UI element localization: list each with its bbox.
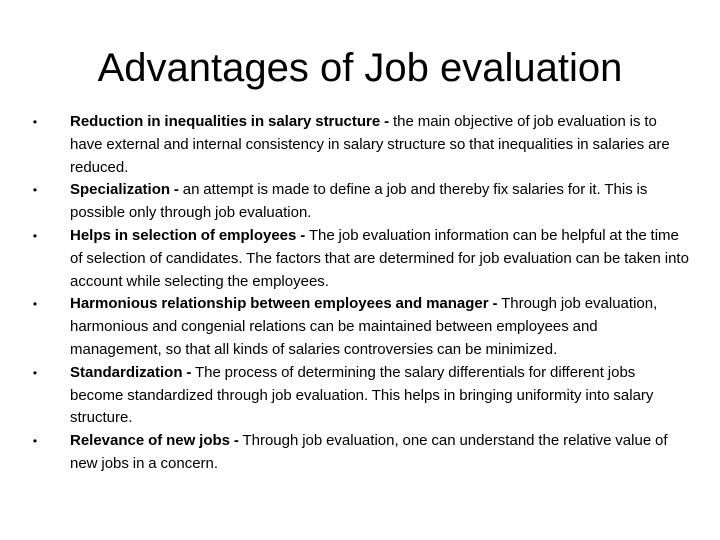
bullet-text: Through job evaluation, harmonious and congenial relations can be maintained between employees and management, so that all kinds of salaries controversies can be minimized. [70, 295, 658, 358]
bullet-term: Standardization - [70, 363, 192, 381]
bullet-term: Specialization - [70, 181, 179, 199]
bullet-list [30, 111, 690, 476]
slide-title: Advantages of Job evaluation [97, 46, 623, 90]
bullet-dot-icon: • [32, 183, 38, 198]
bullet-dot-icon: • [32, 297, 38, 312]
bullet-term: Relevance of new jobs - [70, 432, 239, 450]
bullet-text: The process of determining the salary differentials for different jobs become standardized through job evaluation. This helps in bringing uniformity into salary structure. [70, 363, 654, 427]
bullet-item-selection-of-employees [30, 225, 690, 293]
bullet-term: Harmonious relationship between employees and manager - [70, 295, 498, 313]
bullet-item-relevance-of-new-jobs [30, 430, 690, 476]
bullet-dot-icon: • [32, 434, 38, 449]
bullet-dot-icon: • [32, 228, 38, 243]
bullet-dot-icon: • [32, 365, 38, 380]
bullet-text: Through job evaluation, one can understand the relative value of new jobs in a concern. [70, 432, 668, 472]
bullet-item-salary-inequalities [30, 111, 690, 179]
bullet-text: an attempt is made to define a job and thereby fix salaries for it. This is possible only through job evaluation. [70, 181, 648, 222]
bullet-item-harmonious-relationship [30, 293, 690, 361]
bullet-term: Reduction in inequalities in salary structure - [70, 113, 390, 130]
bullet-item-standardization [30, 362, 690, 430]
bullet-text: the main objective of job evaluation is to have external and internal consistency in salary structure so that inequalities in salaries are reduced. [70, 113, 670, 176]
bullet-item-specialization [30, 179, 690, 225]
bullet-term: Helps in selection of employees - [70, 226, 306, 244]
bullet-text: The job evaluation information can be helpful at the time of selection of candidates. The factors that are determined for job evaluation can be taken into account while selecting the employees. [70, 226, 689, 290]
bullet-dot-icon: • [32, 115, 38, 129]
